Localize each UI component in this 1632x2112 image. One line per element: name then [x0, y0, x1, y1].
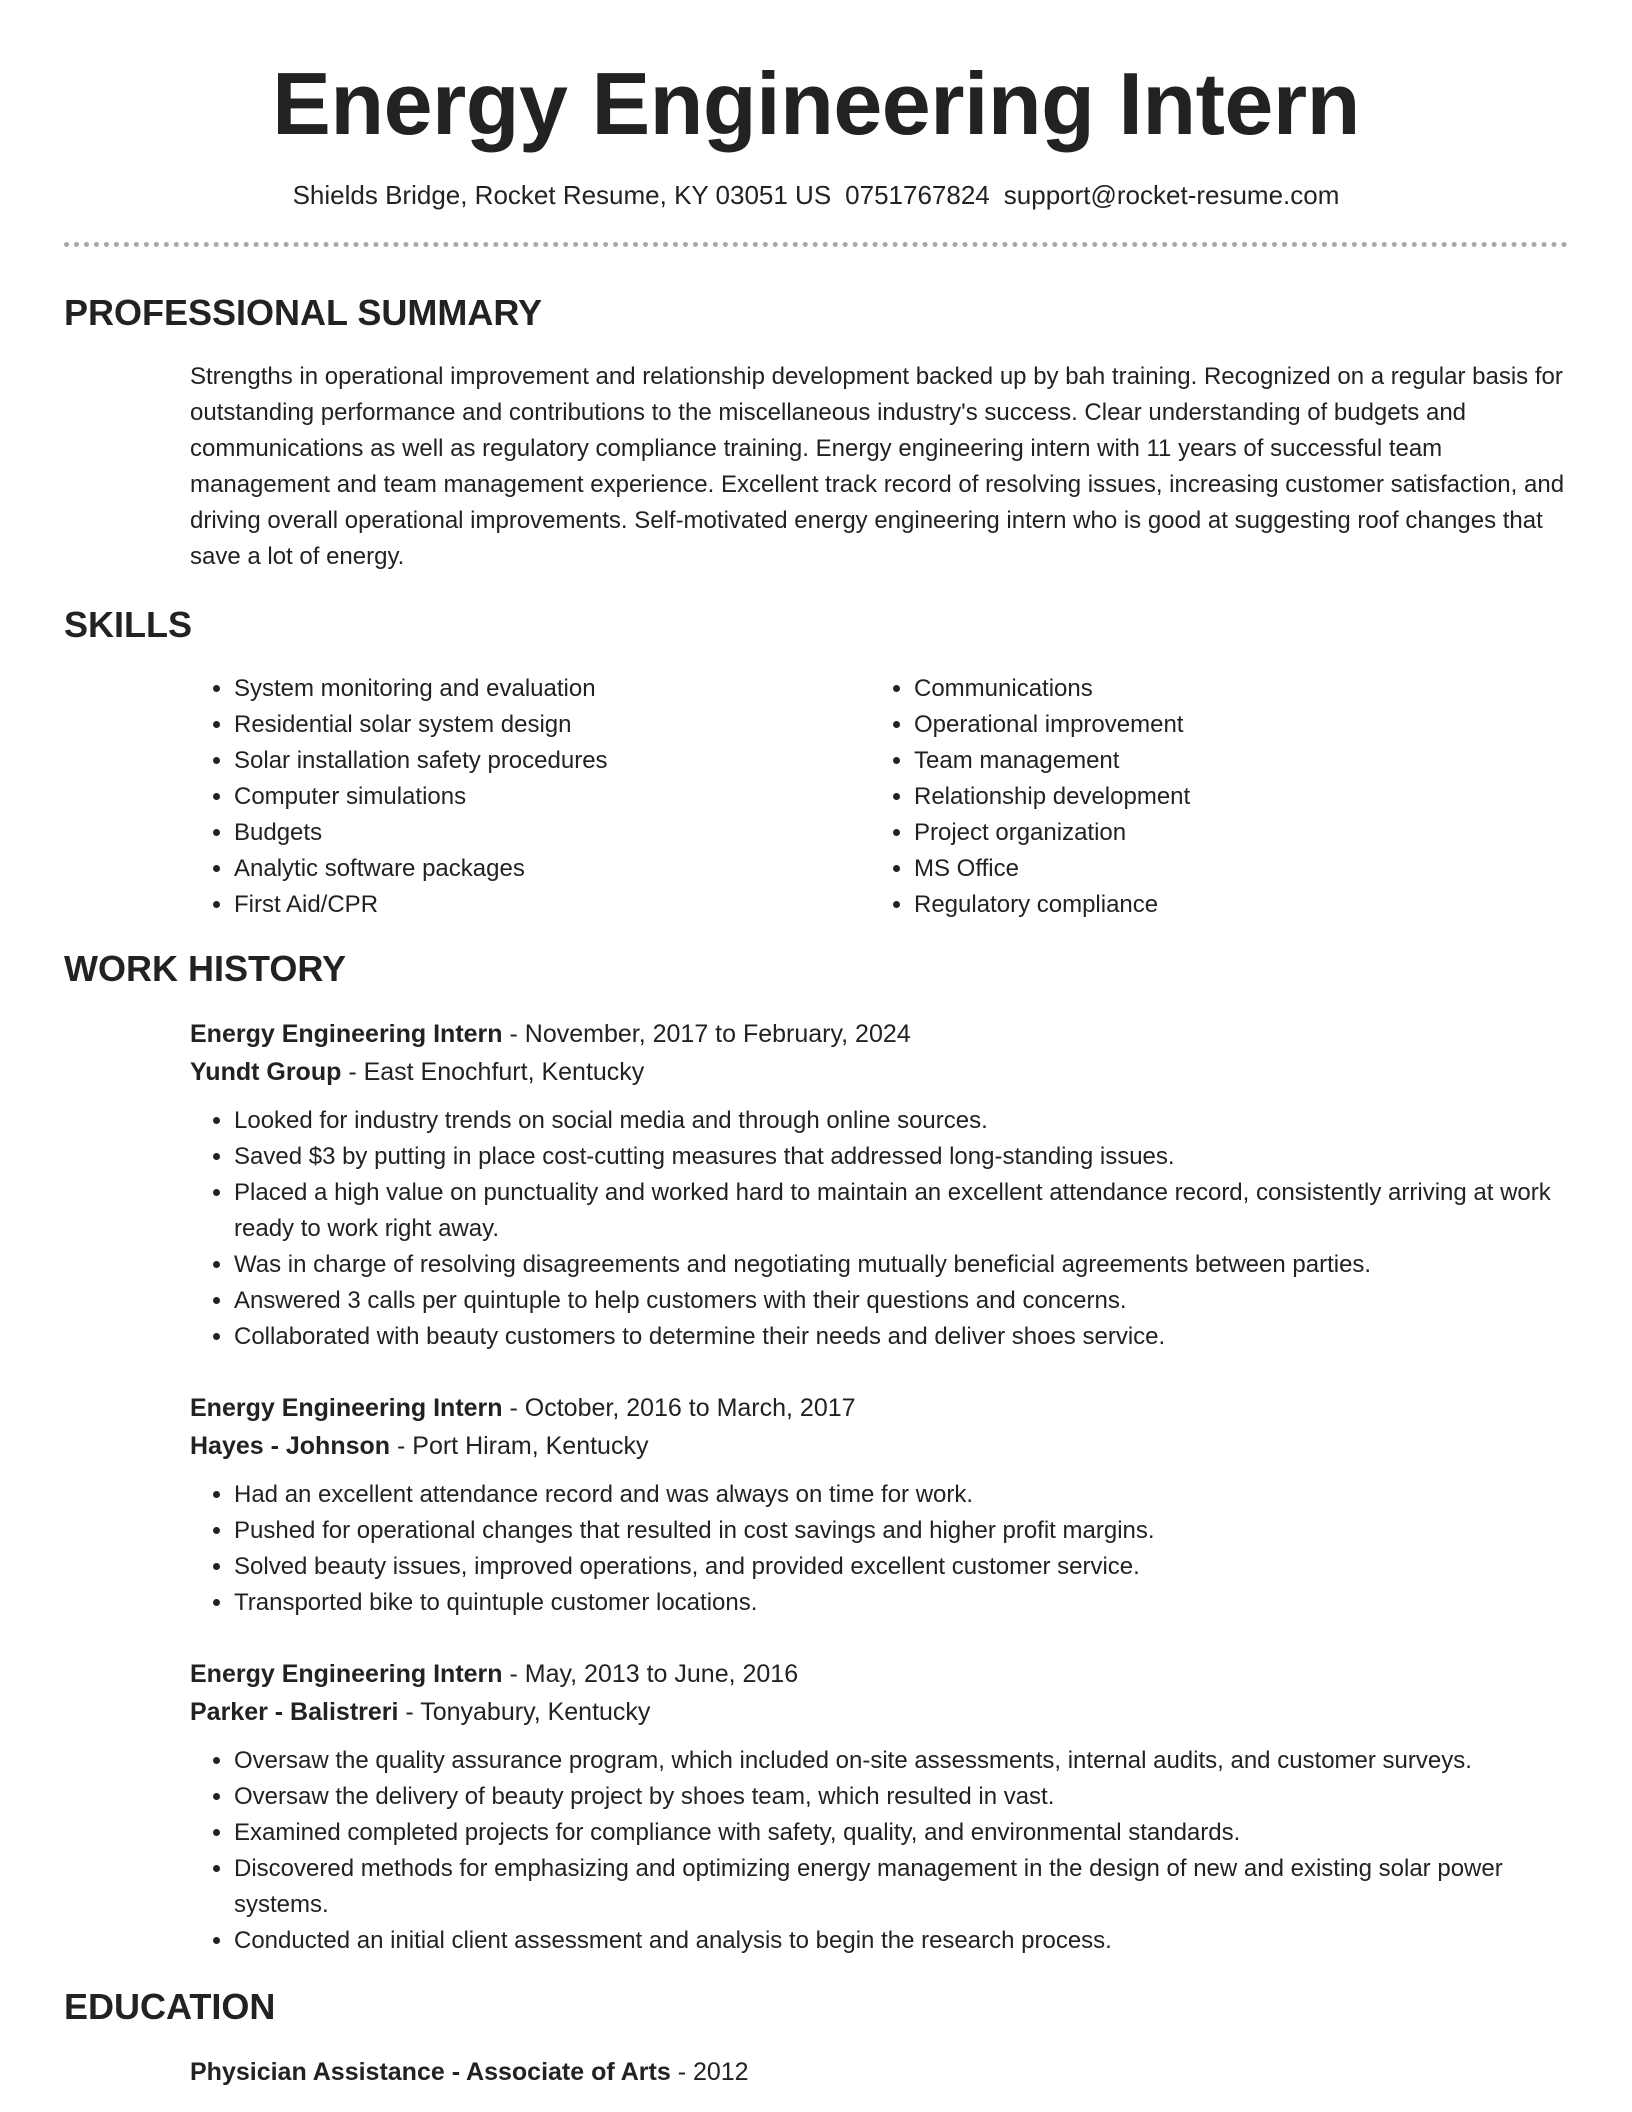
skills-column-right — [870, 671, 1550, 923]
job-role: Energy Engineering Intern — [190, 1020, 503, 1048]
job-company-line — [190, 1053, 1568, 1091]
contact-line — [64, 178, 1568, 212]
skill-item: • Communications — [914, 671, 1550, 707]
job-bullet: • Solved beauty issues, improved operations, and provided excellent customer service. — [234, 1549, 1568, 1585]
skill-item: • Analytic software packages — [234, 851, 870, 887]
summary-section — [64, 291, 1568, 575]
contact-email: support@rocket-resume.com — [1003, 180, 1340, 210]
skill-item: • Solar installation safety procedures — [234, 743, 870, 779]
job-dates: - November, 2017 to February, 2024 — [502, 1020, 911, 1048]
job-dates: - May, 2013 to June, 2016 — [502, 1660, 799, 1688]
job-location: - Tonyabury, Kentucky — [398, 1698, 651, 1726]
job-title-line — [190, 1015, 1568, 1053]
job-entry — [190, 1015, 1568, 1355]
job-location: - East Enochfurt, Kentucky — [341, 1058, 645, 1086]
contact-phone: 0751767824 — [845, 180, 990, 210]
skill-item: • Computer simulations — [234, 779, 870, 815]
work-history-section — [64, 947, 1568, 1959]
job-bullet: • Had an excellent attendance record and was always on time for work. — [234, 1477, 1568, 1513]
job-bullet: • Oversaw the delivery of beauty project by shoes team, which resulted in vast. — [234, 1779, 1568, 1815]
job-company: Hayes - Johnson — [190, 1432, 391, 1460]
skills-grid — [190, 671, 1568, 923]
job-bullet: • Examined completed projects for compliance with safety, quality, and environmental standards. — [234, 1815, 1568, 1851]
education-heading: EDUCATION — [64, 1986, 276, 2027]
job-role: Energy Engineering Intern — [190, 1394, 503, 1422]
skill-item: • Regulatory compliance — [914, 887, 1550, 923]
job-bullet: • Discovered methods for emphasizing and optimizing energy management in the design of new and existing solar power systems. — [234, 1851, 1568, 1923]
skills-column-left — [190, 671, 870, 923]
work-history-heading: WORK HISTORY — [64, 948, 347, 989]
job-entry — [190, 1389, 1568, 1621]
job-bullet: • Answered 3 calls per quintuple to help customers with their questions and concerns. — [234, 1283, 1568, 1319]
job-company-line — [190, 1427, 1568, 1465]
job-bullet: • Oversaw the quality assurance program, which included on-site assessments, internal audits, and customer surveys. — [234, 1743, 1568, 1779]
education-section — [64, 1985, 1568, 2091]
job-company: Parker - Balistreri — [190, 1698, 399, 1726]
summary-text: Strengths in operational improvement and relationship development backed up by bah training. Recognized on a regular basis for outstanding performance and contributions to the miscellaneous industry's success. Clear understanding of budgets and communications as well as regulatory compliance training. Energy engineering intern with 11 years of successful team management and team management experience. Excellent track record of resolving issues, increasing customer satisfaction, and driving overall operational improvements. Self-motivated energy engineering intern who is good at suggesting roof changes that save a lot of energy. — [190, 363, 1565, 570]
skill-item: • Budgets — [234, 815, 870, 851]
job-title-line — [190, 1655, 1568, 1693]
skill-item: • System monitoring and evaluation — [234, 671, 870, 707]
job-bullet: • Conducted an initial client assessment and analysis to begin the research process. — [234, 1923, 1568, 1959]
job-title-line — [190, 1389, 1568, 1427]
skills-heading: SKILLS — [64, 604, 193, 645]
summary-heading: PROFESSIONAL SUMMARY — [64, 292, 543, 333]
job-bullet: • Pushed for operational changes that resulted in cost savings and higher profit margins. — [234, 1513, 1568, 1549]
education-entry — [190, 2053, 1568, 2091]
job-bullets — [190, 1743, 1568, 1959]
skill-item: • First Aid/CPR — [234, 887, 870, 923]
skill-item: • MS Office — [914, 851, 1550, 887]
job-company: Yundt Group — [190, 1058, 342, 1086]
job-bullet: • Collaborated with beauty customers to determine their needs and deliver shoes service. — [234, 1319, 1568, 1355]
job-company-line — [190, 1693, 1568, 1731]
candidate-name: Energy Engineering Intern — [272, 54, 1360, 153]
job-bullet: • Saved $3 by putting in place cost-cutting measures that addressed long-standing issues. — [234, 1139, 1568, 1175]
job-dates: - October, 2016 to March, 2017 — [502, 1394, 856, 1422]
job-bullet: • Looked for industry trends on social media and through online sources. — [234, 1103, 1568, 1139]
skill-item: • Team management — [914, 743, 1550, 779]
job-bullet: • Was in charge of resolving disagreements and negotiating mutually beneficial agreements between parties. — [234, 1247, 1568, 1283]
education-year: - 2012 — [670, 2058, 749, 2086]
job-bullet: • Transported bike to quintuple customer locations. — [234, 1585, 1568, 1621]
skill-item: • Operational improvement — [914, 707, 1550, 743]
skill-item: • Project organization — [914, 815, 1550, 851]
contact-address: Shields Bridge, Rocket Resume, KY 03051 US — [292, 180, 832, 210]
job-bullets — [190, 1103, 1568, 1355]
skills-section — [64, 603, 1568, 923]
job-location: - Port Hiram, Kentucky — [390, 1432, 649, 1460]
skill-item: • Relationship development — [914, 779, 1550, 815]
resume-page — [64, 0, 1568, 2091]
header-divider — [64, 242, 1568, 247]
job-bullets — [190, 1477, 1568, 1621]
job-role: Energy Engineering Intern — [190, 1660, 503, 1688]
job-bullet: • Placed a high value on punctuality and worked hard to maintain an excellent attendance record, consistently arriving at work ready to work right away. — [234, 1175, 1568, 1247]
education-degree: Physician Assistance - Associate of Arts — [190, 2058, 671, 2086]
skill-item: • Residential solar system design — [234, 707, 870, 743]
job-entry — [190, 1655, 1568, 1959]
